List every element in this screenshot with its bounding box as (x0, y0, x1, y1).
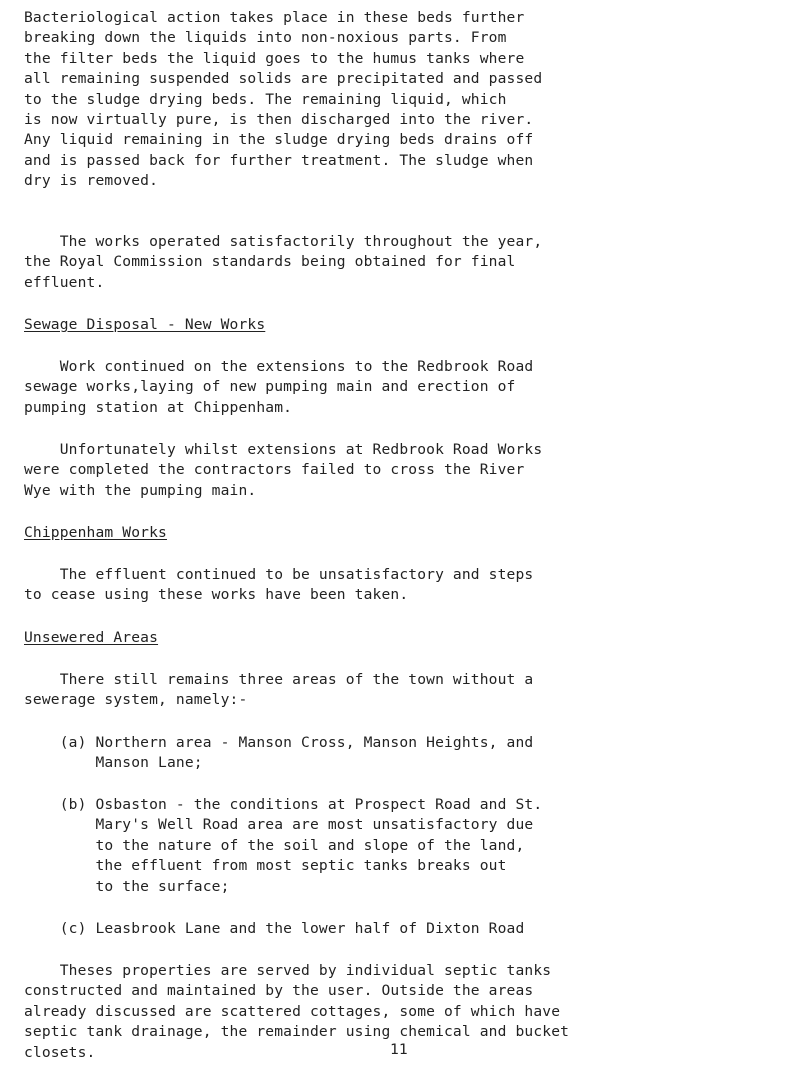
closing-paragraph: Theses properties are served by individual septic tanks constructed and maintained by the user. Outside the areas already discussed are scattered cottages, some of which have septic tank drainage, the remainder using chemical and bucket closets. (24, 962, 570, 1061)
new-works-paragraph-2: Unfortunately whilst extensions at Redbrook Road Works were completed the contractors failed to cross the River Wye with the pumping main. (24, 441, 543, 499)
list-item-a: (a) Northern area - Manson Cross, Manson Heights, and Manson Lane; (59, 734, 534, 772)
chippenham-paragraph: The effluent continued to be unsatisfactory and steps to cease using these works have been taken. (24, 566, 534, 604)
list-item-c: (c) Leasbrook Lane and the lower half of Dixton Road (24, 920, 525, 937)
section-heading-new-works: Sewage Disposal - New Works (24, 316, 266, 333)
page-number: 11 (390, 1041, 408, 1058)
new-works-paragraph-1: Work continued on the extensions to the Redbrook Road sewage works,laying of new pumping main and erection of pumping station at Chippenham. (24, 358, 534, 416)
section-heading-unsewered-areas: Unsewered Areas (24, 629, 159, 646)
intro-paragraph: Bacteriological action takes place in these beds further breaking down the liquids into non-noxious parts. From the filter beds the liquid goes to the humus tanks where all remaining suspended solids are precipitated and passed to the sludge drying beds. The remaining liquid, which is now virtually pure, is then discharged into the river. Any liquid remaining in the sludge drying beds drains off and is passed back for further treatment. The sludge when dry is removed. (24, 9, 543, 190)
works-operated-paragraph: The works operated satisfactorily throughout the year, the Royal Commission standards being obtained for final effluent. (24, 233, 543, 291)
section-heading-chippenham: Chippenham Works (24, 524, 167, 541)
unsewered-intro-paragraph: There still remains three areas of the town without a sewerage system, namely:- (24, 671, 534, 709)
list-item-b: (b) Osbaston - the conditions at Prospect Road and St. Mary's Well Road area are most unsatisfactory due to the nature of the soil and slope of the land, the effluent from most septic tanks breaks out to the surface; (59, 796, 543, 895)
